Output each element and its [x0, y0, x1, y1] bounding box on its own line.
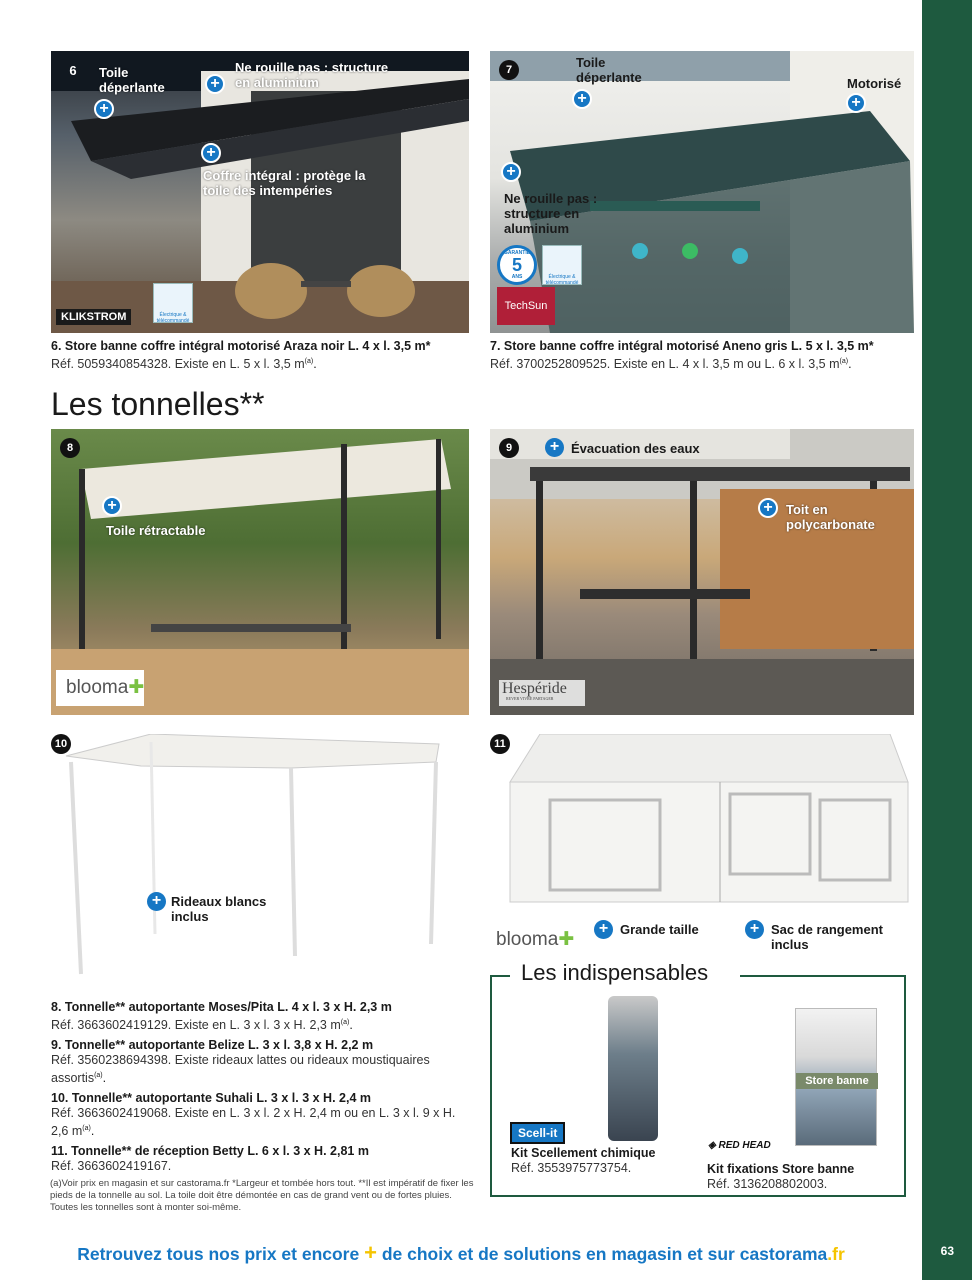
plus-icon: + — [94, 99, 114, 119]
reception-tent-illustration — [490, 734, 914, 954]
footnote: (a)Voir prix en magasin et sur castorama.fr *Largeur et tombée hors tout. **Il est impératif de fixer les pieds de la tonnelle au sol. La toile doit être démontée en cas de grand vent ou de fortes pluies. Toutes les tonnelles sont à monter soi-même. — [50, 1178, 474, 1213]
brand-techsun-logo: TechSun — [497, 287, 555, 325]
callout-coffre: Coffre intégral : protège la toile des intempéries — [203, 168, 366, 198]
gazebo-illustration — [51, 734, 469, 980]
brand-redhead-logo: ◈ RED HEAD — [708, 1140, 771, 1151]
product-ref: Réf. 3700252809525. Existe en L. 4 x l. 3,5 m ou L. 6 x l. 3,5 m — [490, 357, 840, 372]
product-9-photo — [490, 429, 914, 715]
footnote-marker: (a) — [340, 1019, 350, 1026]
brand-klikstrom-logo: KLIKSTROM — [56, 309, 131, 325]
box-border — [490, 975, 510, 977]
product-ref: Réf. 3663602419068. Existe en L. 3 x l. 2 x H. 2,4 m ou en L. 3 x l. 9 x H. 2,6 m — [51, 1106, 456, 1139]
plus-icon: + — [846, 93, 866, 113]
footnote-marker: (a) — [839, 358, 849, 365]
product-8-photo — [51, 429, 469, 715]
banner-domain: .fr — [827, 1244, 845, 1264]
list-item — [51, 1144, 461, 1174]
product-number-badge: 11 — [490, 734, 510, 754]
product-ref: Réf. 3136208802003. — [707, 1177, 828, 1191]
product-list — [51, 1000, 461, 1174]
product-title: Kit Scellement chimique — [511, 1146, 656, 1160]
page-number: 63 — [940, 1244, 954, 1258]
footnote-marker: (a) — [94, 1072, 103, 1080]
electric-remote-badge: Électrique & télécommandé — [542, 245, 582, 285]
product-7-photo — [490, 51, 914, 333]
plus-icon: + — [758, 498, 778, 518]
callout-aluminium: Ne rouille pas : structure en aluminium — [235, 60, 389, 90]
product-6-photo — [51, 51, 469, 333]
plus-icon: + — [102, 496, 122, 516]
indispensables-title: Les indispensables — [521, 960, 709, 985]
plus-icon: + — [501, 162, 521, 182]
product-number-badge: 9 — [499, 438, 519, 458]
product-title: 6. Store banne coffre intégral motorisé Araza noir L. 4 x l. 3,5 m* — [51, 339, 431, 353]
product-ref: Réf. 3553975773754. — [511, 1161, 632, 1175]
sidebar-band — [922, 0, 972, 1280]
product-number-badge: 10 — [51, 734, 71, 754]
brand-blooma-logo: blooma✚ — [496, 929, 575, 950]
product-title: Kit fixations Store banne — [707, 1162, 855, 1176]
section-title: Les tonnelles** — [51, 386, 265, 422]
callout-toile-deperlante: Toile déperlante — [99, 65, 165, 95]
pergola-illustration — [490, 429, 914, 715]
plus-icon: + — [147, 892, 166, 911]
warranty-5-years-badge: GARANTIE 5 ANS — [497, 245, 537, 285]
callout-sac-rangement: Sac de rangement inclus — [771, 922, 883, 952]
brand-scellit-logo: Scell-it — [510, 1122, 565, 1144]
redhead-product-image — [795, 1008, 877, 1146]
product-title: 8. Tonnelle** autoportante Moses/Pita L. 4 x l. 3 x H. 2,3 m — [51, 1000, 392, 1014]
banner-text: de choix et de solutions en magasin et sur castorama — [381, 1244, 828, 1264]
callout-toile-deperlante: Toile déperlante — [576, 55, 642, 85]
bottom-banner — [0, 1240, 922, 1266]
plus-icon: + — [594, 920, 613, 939]
brand-hesperide-logo: Hespéride REVER VIVRE PARTAGER — [499, 680, 585, 706]
product-ref: Réf. 3663602419167. — [51, 1159, 172, 1174]
indispensable-item — [511, 1146, 681, 1176]
indispensable-item — [707, 1162, 897, 1192]
product-title: 9. Tonnelle** autoportante Belize L. 3 x l. 3,8 x H. 2,2 m — [51, 1038, 374, 1053]
callout-polycarbonate: Toit en polycarbonate — [786, 502, 875, 532]
box-border — [740, 975, 906, 977]
callout-rideaux: Rideaux blancs inclus — [171, 894, 267, 924]
pack-label: Store banne — [796, 1073, 878, 1089]
product-number-badge: 8 — [60, 438, 80, 458]
product-title: 11. Tonnelle** de réception Betty L. 6 x l. 3 x H. 2,81 m — [51, 1144, 369, 1159]
plus-icon: + — [745, 920, 764, 939]
footnote-marker: (a) — [82, 1125, 91, 1133]
plus-icon: + — [205, 74, 225, 94]
product-ref: Réf. 5059340854328. Existe en L. 5 x l. 3,5 m — [51, 357, 305, 372]
product-number-badge: 7 — [499, 60, 519, 80]
plus-icon: + — [545, 438, 564, 457]
plus-icon: + — [572, 89, 592, 109]
callout-aluminium: Ne rouille pas : structure en aluminium — [504, 191, 598, 236]
product-ref: Réf. 3663602419129. Existe en L. 3 x l. 3 x H. 2,3 m — [51, 1018, 341, 1033]
list-item: 9. Tonnelle** autoportante Belize L. 3 x l. 3,8 x H. 2,2 m Réf. 3560238694398. Existe rideaux lattes ou rideaux moustiquaires assortis$^{(a)}$. — [51, 1038, 430, 1086]
callout-toile-retractable: Toile rétractable — [106, 523, 206, 538]
list-item: 10. Tonnelle** autoportante Suhali L. 3 x l. 3 x H. 2,4 m Réf. 3663602419068. Existe en L. 3 x l. 2 x H. 2,4 m ou en L. 3 x l. 9 x H. 2,6 $m^{(a)}$. — [51, 1091, 456, 1139]
product-11-photo — [490, 734, 914, 954]
product-ref: Réf. 3560238694398. Existe rideaux lattes ou rideaux moustiquaires assortis — [51, 1053, 430, 1086]
callout-grande-taille: Grande taille — [620, 922, 699, 937]
scellit-product-image — [608, 996, 658, 1141]
product-10-photo — [51, 734, 469, 980]
brand-blooma-logo: blooma✚ — [56, 670, 144, 706]
list-item: 8. Tonnelle** autoportante Moses/Pita L. 4 x l. 3 x H. 2,3 m Réf. 3663602419129. Existe en L. 3 x l. 3 x H. 2,3 $m^{(a)}$. — [51, 1000, 392, 1033]
product-7-caption: 7. Store banne coffre intégral motorisé Aneno gris L. 5 x l. 3,5 m* Réf. 3700252809525. Existe en L. 4 x l. 3,5 m ou L. 6 x l. 3,5 $m^{(a)}$. — [490, 339, 874, 372]
callout-motorise: Motorisé — [847, 76, 902, 91]
product-title: 10. Tonnelle** autoportante Suhali L. 3 x l. 3 x H. 2,4 m — [51, 1091, 371, 1106]
electric-remote-badge: Électrique & télécommandé — [153, 283, 193, 323]
footnote-marker: (a) — [304, 358, 314, 365]
product-title: 7. Store banne coffre intégral motorisé Aneno gris L. 5 x l. 3,5 m* — [490, 339, 874, 353]
callout-evacuation: Évacuation des eaux — [571, 441, 700, 456]
plus-icon: + — [364, 1240, 377, 1265]
banner-text: Retrouvez tous nos prix et encore — [77, 1244, 360, 1264]
product-6-caption: 6. Store banne coffre intégral motorisé Araza noir L. 4 x l. 3,5 m* Réf. 5059340854328. Existe en L. 5 x l. 3,5 $m^{(a)}$. — [51, 339, 431, 372]
plus-icon: + — [201, 143, 221, 163]
product-number-badge: 6 — [69, 63, 77, 78]
